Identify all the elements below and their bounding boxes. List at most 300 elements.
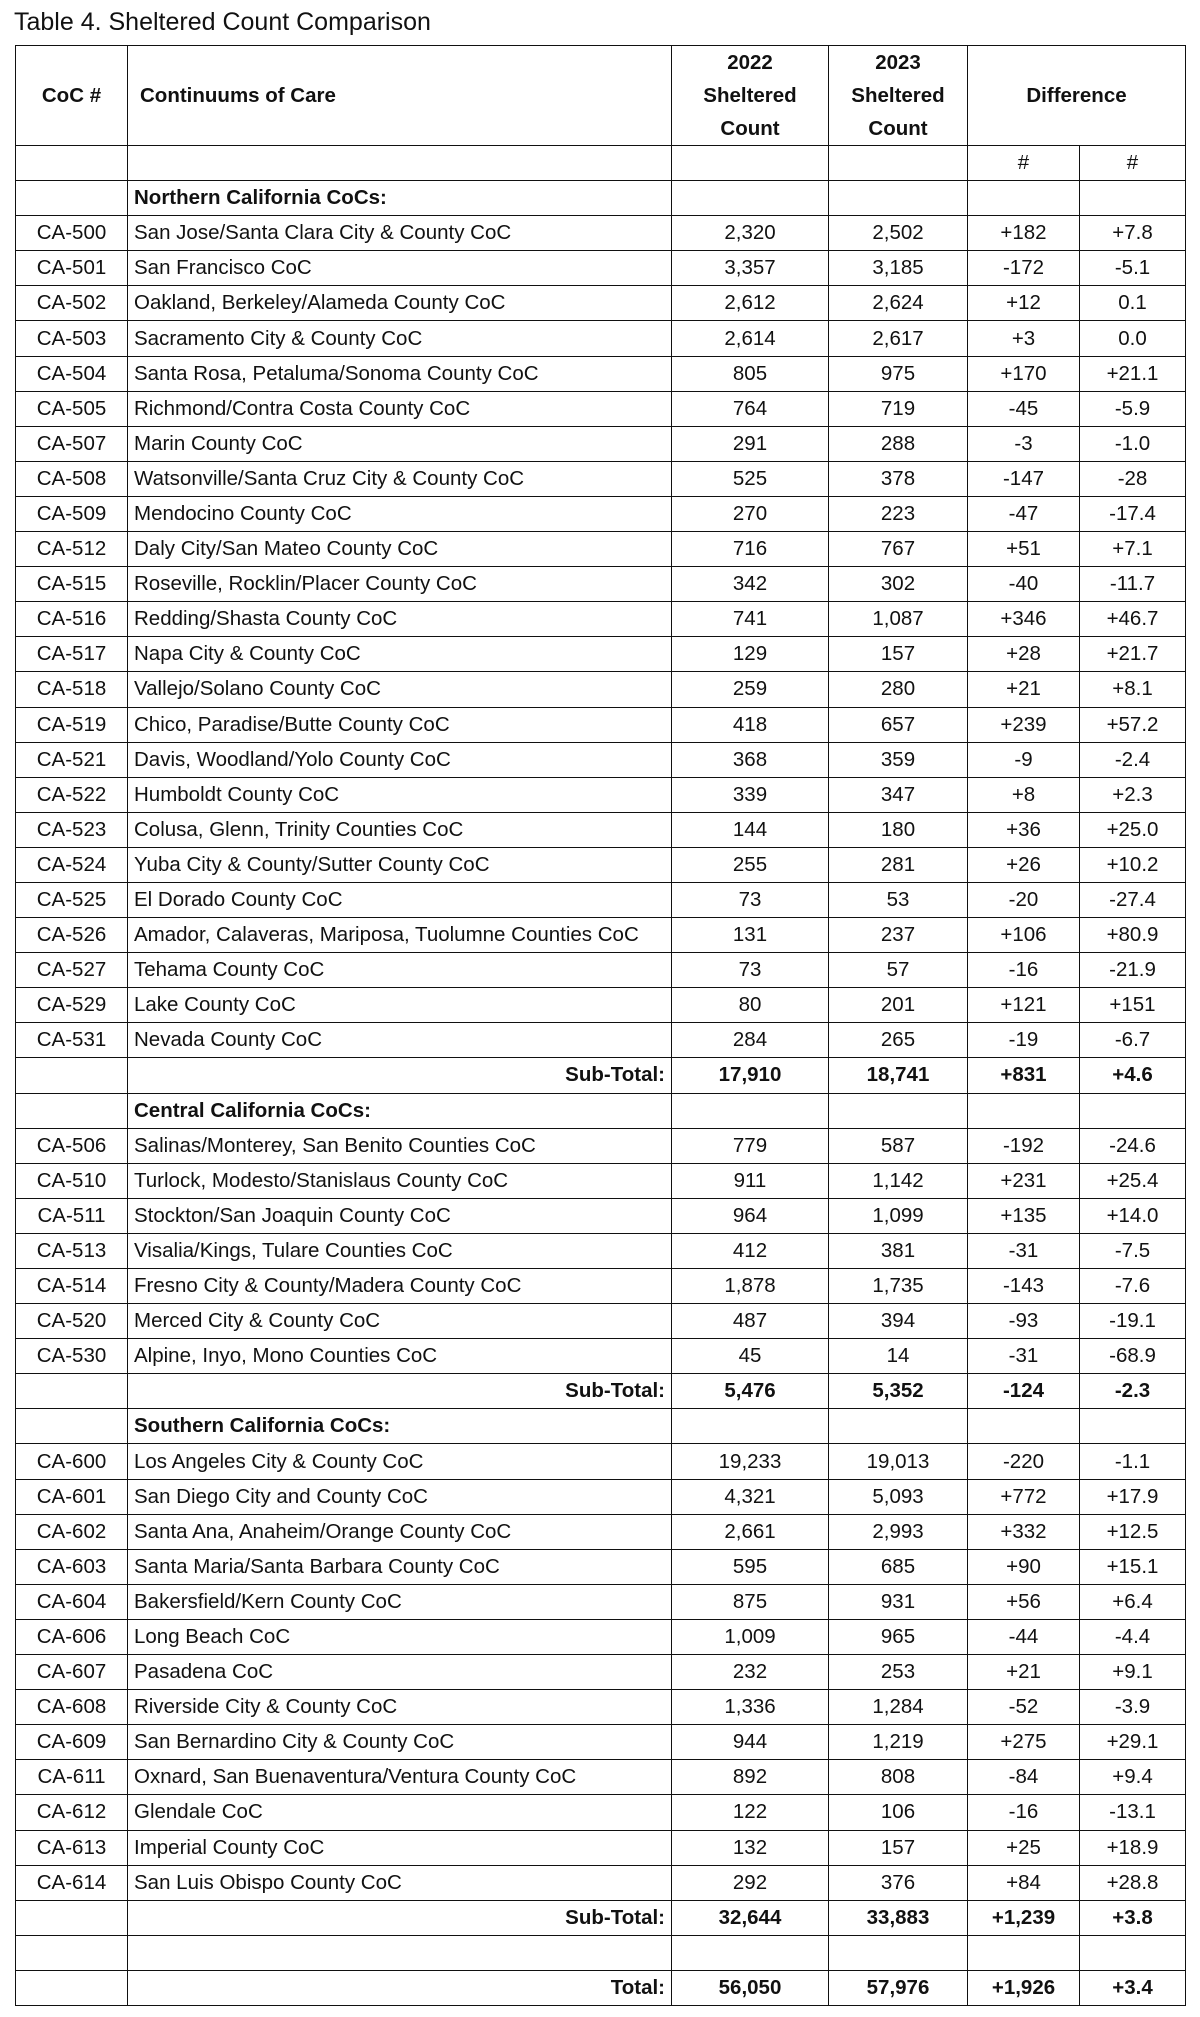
table-body xyxy=(16,181,1186,2006)
difference-number: -93 xyxy=(968,1304,1080,1339)
difference-percent: +57.2 xyxy=(1080,707,1186,742)
difference-number: +121 xyxy=(968,988,1080,1023)
count-2022: 270 xyxy=(672,496,829,531)
coc-code: CA-520 xyxy=(16,1304,128,1339)
difference-number: -16 xyxy=(968,953,1080,988)
count-2022: 132 xyxy=(672,1830,829,1865)
coc-name: San Diego City and County CoC xyxy=(128,1479,672,1514)
coc-code: CA-519 xyxy=(16,707,128,742)
count-2022: 805 xyxy=(672,356,829,391)
count-2022: 259 xyxy=(672,672,829,707)
count-2023: 223 xyxy=(829,496,968,531)
table-row xyxy=(16,1690,1186,1725)
difference-number: +106 xyxy=(968,918,1080,953)
sheltered-count-table xyxy=(15,45,1186,2006)
blank-cell xyxy=(829,1935,968,1970)
subtotal-2022: 17,910 xyxy=(672,1058,829,1093)
table-row xyxy=(16,391,1186,426)
table-row xyxy=(16,1584,1186,1619)
total-2023: 57,976 xyxy=(829,1970,968,2005)
count-2023: 767 xyxy=(829,532,968,567)
subtotal-empty xyxy=(16,1374,128,1409)
difference-number: -31 xyxy=(968,1339,1080,1374)
table-row xyxy=(16,216,1186,251)
coc-name: Tehama County CoC xyxy=(128,953,672,988)
difference-number: -20 xyxy=(968,882,1080,917)
coc-name: Roseville, Rocklin/Placer County CoC xyxy=(128,567,672,602)
count-2023: 657 xyxy=(829,707,968,742)
coc-code: CA-511 xyxy=(16,1198,128,1233)
coc-code: CA-614 xyxy=(16,1865,128,1900)
count-2023: 2,617 xyxy=(829,321,968,356)
subtotal-label: Sub-Total: xyxy=(128,1058,672,1093)
count-2023: 19,013 xyxy=(829,1444,968,1479)
coc-name: San Luis Obispo County CoC xyxy=(128,1865,672,1900)
difference-percent: -6.7 xyxy=(1080,1023,1186,1058)
coc-name: Salinas/Monterey, San Benito Counties CoC xyxy=(128,1128,672,1163)
section-header-empty xyxy=(968,1093,1080,1128)
difference-number: -220 xyxy=(968,1444,1080,1479)
count-2023: 685 xyxy=(829,1549,968,1584)
subtotal-row xyxy=(16,1058,1186,1093)
count-2023: 1,099 xyxy=(829,1198,968,1233)
coc-code: CA-502 xyxy=(16,286,128,321)
count-2022: 80 xyxy=(672,988,829,1023)
blank-cell xyxy=(1080,1935,1186,1970)
count-2022: 122 xyxy=(672,1795,829,1830)
difference-percent: -17.4 xyxy=(1080,496,1186,531)
count-2023: 201 xyxy=(829,988,968,1023)
difference-number: +56 xyxy=(968,1584,1080,1619)
difference-number: +84 xyxy=(968,1865,1080,1900)
coc-name: Amador, Calaveras, Mariposa, Tuolumne Counties CoC xyxy=(128,918,672,953)
count-2022: 73 xyxy=(672,953,829,988)
count-2023: 281 xyxy=(829,847,968,882)
subtotal-empty xyxy=(16,1058,128,1093)
coc-code: CA-529 xyxy=(16,988,128,1023)
table-row xyxy=(16,988,1186,1023)
subtotal-2023: 33,883 xyxy=(829,1900,968,1935)
section-header-empty xyxy=(16,181,128,216)
coc-code: CA-516 xyxy=(16,602,128,637)
count-2023: 3,185 xyxy=(829,251,968,286)
coc-code: CA-527 xyxy=(16,953,128,988)
subtotal-2023: 5,352 xyxy=(829,1374,968,1409)
table-row xyxy=(16,602,1186,637)
count-2022: 1,878 xyxy=(672,1269,829,1304)
count-2022: 1,336 xyxy=(672,1690,829,1725)
difference-number: -44 xyxy=(968,1619,1080,1654)
difference-number: +12 xyxy=(968,286,1080,321)
table-row xyxy=(16,1198,1186,1233)
coc-code: CA-509 xyxy=(16,496,128,531)
total-difference-number: +1,926 xyxy=(968,1970,1080,2005)
coc-name: Redding/Shasta County CoC xyxy=(128,602,672,637)
difference-number: +51 xyxy=(968,532,1080,567)
difference-percent: -7.6 xyxy=(1080,1269,1186,1304)
table-row xyxy=(16,1339,1186,1374)
table-row xyxy=(16,742,1186,777)
difference-percent: -13.1 xyxy=(1080,1795,1186,1830)
count-2022: 595 xyxy=(672,1549,829,1584)
subheader-diff-num: # xyxy=(968,146,1080,181)
section-header-empty xyxy=(672,1093,829,1128)
coc-name: Visalia/Kings, Tulare Counties CoC xyxy=(128,1233,672,1268)
difference-number: +772 xyxy=(968,1479,1080,1514)
coc-code: CA-506 xyxy=(16,1128,128,1163)
subtotal-difference-number: +831 xyxy=(968,1058,1080,1093)
difference-percent: +10.2 xyxy=(1080,847,1186,882)
difference-percent: +151 xyxy=(1080,988,1186,1023)
count-2023: 378 xyxy=(829,461,968,496)
difference-percent: +9.1 xyxy=(1080,1655,1186,1690)
coc-name: Daly City/San Mateo County CoC xyxy=(128,532,672,567)
count-2023: 57 xyxy=(829,953,968,988)
coc-name: Davis, Woodland/Yolo County CoC xyxy=(128,742,672,777)
coc-code: CA-515 xyxy=(16,567,128,602)
total-label: Total: xyxy=(128,1970,672,2005)
difference-number: -40 xyxy=(968,567,1080,602)
subheader-empty xyxy=(672,146,829,181)
coc-code: CA-602 xyxy=(16,1514,128,1549)
count-2023: 265 xyxy=(829,1023,968,1058)
coc-name: Nevada County CoC xyxy=(128,1023,672,1058)
subtotal-difference-percent: -2.3 xyxy=(1080,1374,1186,1409)
count-2023: 157 xyxy=(829,1830,968,1865)
count-2022: 964 xyxy=(672,1198,829,1233)
coc-name: Colusa, Glenn, Trinity Counties CoC xyxy=(128,812,672,847)
header-name: Continuums of Care xyxy=(128,46,672,146)
count-2022: 418 xyxy=(672,707,829,742)
coc-code: CA-507 xyxy=(16,426,128,461)
difference-percent: 0.1 xyxy=(1080,286,1186,321)
coc-code: CA-604 xyxy=(16,1584,128,1619)
count-2023: 14 xyxy=(829,1339,968,1374)
table-row xyxy=(16,637,1186,672)
coc-code: CA-512 xyxy=(16,532,128,567)
difference-percent: +8.1 xyxy=(1080,672,1186,707)
coc-code: CA-613 xyxy=(16,1830,128,1865)
table-row xyxy=(16,1619,1186,1654)
difference-number: +3 xyxy=(968,321,1080,356)
table-row xyxy=(16,1549,1186,1584)
subheader-diff-pct: # xyxy=(1080,146,1186,181)
section-header-empty xyxy=(1080,1093,1186,1128)
difference-percent: -5.1 xyxy=(1080,251,1186,286)
coc-name: Glendale CoC xyxy=(128,1795,672,1830)
coc-name: San Bernardino City & County CoC xyxy=(128,1725,672,1760)
total-empty xyxy=(16,1970,128,2005)
table-row xyxy=(16,847,1186,882)
count-2022: 291 xyxy=(672,426,829,461)
difference-percent: +17.9 xyxy=(1080,1479,1186,1514)
table-row xyxy=(16,532,1186,567)
coc-code: CA-526 xyxy=(16,918,128,953)
table-row xyxy=(16,567,1186,602)
coc-code: CA-510 xyxy=(16,1163,128,1198)
coc-code: CA-521 xyxy=(16,742,128,777)
count-2023: 965 xyxy=(829,1619,968,1654)
difference-percent: -1.0 xyxy=(1080,426,1186,461)
coc-name: Oakland, Berkeley/Alameda County CoC xyxy=(128,286,672,321)
difference-number: -172 xyxy=(968,251,1080,286)
difference-percent: -4.4 xyxy=(1080,1619,1186,1654)
section-header-empty xyxy=(672,1409,829,1444)
difference-percent: -27.4 xyxy=(1080,882,1186,917)
count-2022: 412 xyxy=(672,1233,829,1268)
count-2023: 253 xyxy=(829,1655,968,1690)
table-row xyxy=(16,1514,1186,1549)
coc-code: CA-500 xyxy=(16,216,128,251)
difference-percent: +6.4 xyxy=(1080,1584,1186,1619)
count-2022: 911 xyxy=(672,1163,829,1198)
section-header-empty xyxy=(1080,1409,1186,1444)
subtotal-2023: 18,741 xyxy=(829,1058,968,1093)
section-header-empty xyxy=(1080,181,1186,216)
count-2023: 931 xyxy=(829,1584,968,1619)
blank-cell xyxy=(16,1935,128,1970)
count-2023: 587 xyxy=(829,1128,968,1163)
difference-number: +170 xyxy=(968,356,1080,391)
table-row xyxy=(16,953,1186,988)
difference-number: +275 xyxy=(968,1725,1080,1760)
difference-percent: +25.4 xyxy=(1080,1163,1186,1198)
table-row xyxy=(16,672,1186,707)
coc-name: Vallejo/Solano County CoC xyxy=(128,672,672,707)
table-row xyxy=(16,496,1186,531)
table-row xyxy=(16,1233,1186,1268)
count-2022: 129 xyxy=(672,637,829,672)
count-2022: 716 xyxy=(672,532,829,567)
subtotal-difference-number: +1,239 xyxy=(968,1900,1080,1935)
coc-code: CA-608 xyxy=(16,1690,128,1725)
count-2022: 368 xyxy=(672,742,829,777)
table-row xyxy=(16,251,1186,286)
coc-code: CA-612 xyxy=(16,1795,128,1830)
coc-code: CA-522 xyxy=(16,777,128,812)
subheader-empty xyxy=(829,146,968,181)
count-2022: 144 xyxy=(672,812,829,847)
coc-name: El Dorado County CoC xyxy=(128,882,672,917)
difference-percent: +46.7 xyxy=(1080,602,1186,637)
difference-number: +182 xyxy=(968,216,1080,251)
count-2023: 157 xyxy=(829,637,968,672)
coc-code: CA-530 xyxy=(16,1339,128,1374)
count-2022: 2,661 xyxy=(672,1514,829,1549)
difference-number: -9 xyxy=(968,742,1080,777)
difference-percent: -68.9 xyxy=(1080,1339,1186,1374)
coc-name: Turlock, Modesto/Stanislaus County CoC xyxy=(128,1163,672,1198)
count-2023: 1,219 xyxy=(829,1725,968,1760)
header-row xyxy=(16,46,1186,146)
count-2023: 975 xyxy=(829,356,968,391)
coc-code: CA-603 xyxy=(16,1549,128,1584)
coc-code: CA-503 xyxy=(16,321,128,356)
difference-number: +36 xyxy=(968,812,1080,847)
count-2022: 875 xyxy=(672,1584,829,1619)
count-2022: 1,009 xyxy=(672,1619,829,1654)
table-row xyxy=(16,1865,1186,1900)
difference-percent: -1.1 xyxy=(1080,1444,1186,1479)
table-row xyxy=(16,1444,1186,1479)
count-2023: 288 xyxy=(829,426,968,461)
count-2022: 764 xyxy=(672,391,829,426)
difference-number: -45 xyxy=(968,391,1080,426)
coc-name: Bakersfield/Kern County CoC xyxy=(128,1584,672,1619)
total-row xyxy=(16,1970,1186,2005)
table-row xyxy=(16,426,1186,461)
section-header-empty xyxy=(968,1409,1080,1444)
table-row xyxy=(16,286,1186,321)
difference-percent: +18.9 xyxy=(1080,1830,1186,1865)
difference-percent: -2.4 xyxy=(1080,742,1186,777)
total-difference-percent: +3.4 xyxy=(1080,1970,1186,2005)
coc-name: Imperial County CoC xyxy=(128,1830,672,1865)
difference-percent: +12.5 xyxy=(1080,1514,1186,1549)
difference-number: +135 xyxy=(968,1198,1080,1233)
count-2023: 53 xyxy=(829,882,968,917)
count-2023: 180 xyxy=(829,812,968,847)
difference-number: -143 xyxy=(968,1269,1080,1304)
coc-code: CA-600 xyxy=(16,1444,128,1479)
difference-number: -19 xyxy=(968,1023,1080,1058)
difference-percent: 0.0 xyxy=(1080,321,1186,356)
difference-number: +26 xyxy=(968,847,1080,882)
subheader-empty xyxy=(16,146,128,181)
section-header-empty xyxy=(16,1093,128,1128)
count-2022: 339 xyxy=(672,777,829,812)
blank-row xyxy=(16,1935,1186,1970)
difference-number: +239 xyxy=(968,707,1080,742)
section-header-row xyxy=(16,1093,1186,1128)
count-2023: 237 xyxy=(829,918,968,953)
coc-name: Fresno City & County/Madera County CoC xyxy=(128,1269,672,1304)
subtotal-2022: 32,644 xyxy=(672,1900,829,1935)
count-2023: 376 xyxy=(829,1865,968,1900)
coc-code: CA-524 xyxy=(16,847,128,882)
section-title: Northern California CoCs: xyxy=(128,181,672,216)
count-2023: 2,993 xyxy=(829,1514,968,1549)
coc-code: CA-609 xyxy=(16,1725,128,1760)
difference-percent: -7.5 xyxy=(1080,1233,1186,1268)
count-2023: 808 xyxy=(829,1760,968,1795)
coc-name: Mendocino County CoC xyxy=(128,496,672,531)
difference-number: +25 xyxy=(968,1830,1080,1865)
difference-number: -31 xyxy=(968,1233,1080,1268)
total-2022: 56,050 xyxy=(672,1970,829,2005)
blank-cell xyxy=(128,1935,672,1970)
subtotal-2022: 5,476 xyxy=(672,1374,829,1409)
coc-code: CA-525 xyxy=(16,882,128,917)
difference-percent: +28.8 xyxy=(1080,1865,1186,1900)
subheader-empty xyxy=(128,146,672,181)
table-row xyxy=(16,777,1186,812)
blank-cell xyxy=(968,1935,1080,1970)
subtotal-difference-number: -124 xyxy=(968,1374,1080,1409)
coc-name: Long Beach CoC xyxy=(128,1619,672,1654)
coc-name: San Francisco CoC xyxy=(128,251,672,286)
coc-name: Pasadena CoC xyxy=(128,1655,672,1690)
section-title: Central California CoCs: xyxy=(128,1093,672,1128)
count-2022: 2,320 xyxy=(672,216,829,251)
count-2023: 1,087 xyxy=(829,602,968,637)
coc-name: Lake County CoC xyxy=(128,988,672,1023)
count-2023: 106 xyxy=(829,1795,968,1830)
table-row xyxy=(16,1479,1186,1514)
coc-name: Los Angeles City & County CoC xyxy=(128,1444,672,1479)
count-2022: 2,612 xyxy=(672,286,829,321)
table-row xyxy=(16,1128,1186,1163)
count-2023: 394 xyxy=(829,1304,968,1339)
coc-name: Merced City & County CoC xyxy=(128,1304,672,1339)
coc-name: Alpine, Inyo, Mono Counties CoC xyxy=(128,1339,672,1374)
section-header-empty xyxy=(968,181,1080,216)
subtotal-label: Sub-Total: xyxy=(128,1900,672,1935)
header-difference: Difference xyxy=(968,46,1186,146)
table-row xyxy=(16,461,1186,496)
count-2022: 232 xyxy=(672,1655,829,1690)
difference-percent: +29.1 xyxy=(1080,1725,1186,1760)
coc-name: Richmond/Contra Costa County CoC xyxy=(128,391,672,426)
coc-name: Oxnard, San Buenaventura/Ventura County CoC xyxy=(128,1760,672,1795)
table-row xyxy=(16,1023,1186,1058)
table-title: Table 4. Sheltered Count Comparison xyxy=(14,8,431,36)
difference-number: -192 xyxy=(968,1128,1080,1163)
count-2022: 2,614 xyxy=(672,321,829,356)
count-2023: 359 xyxy=(829,742,968,777)
coc-name: Santa Maria/Santa Barbara County CoC xyxy=(128,1549,672,1584)
count-2022: 45 xyxy=(672,1339,829,1374)
difference-percent: -11.7 xyxy=(1080,567,1186,602)
count-2023: 2,624 xyxy=(829,286,968,321)
count-2022: 944 xyxy=(672,1725,829,1760)
difference-number: -147 xyxy=(968,461,1080,496)
count-2022: 284 xyxy=(672,1023,829,1058)
count-2023: 719 xyxy=(829,391,968,426)
subtotal-row xyxy=(16,1374,1186,1409)
difference-percent: +7.1 xyxy=(1080,532,1186,567)
section-header-empty xyxy=(829,181,968,216)
table-row xyxy=(16,918,1186,953)
blank-cell xyxy=(672,1935,829,1970)
count-2023: 347 xyxy=(829,777,968,812)
count-2022: 779 xyxy=(672,1128,829,1163)
subtotal-empty xyxy=(16,1900,128,1935)
coc-code: CA-504 xyxy=(16,356,128,391)
coc-code: CA-505 xyxy=(16,391,128,426)
count-2023: 5,093 xyxy=(829,1479,968,1514)
difference-number: +21 xyxy=(968,1655,1080,1690)
table-row xyxy=(16,356,1186,391)
difference-percent: +21.1 xyxy=(1080,356,1186,391)
coc-name: Humboldt County CoC xyxy=(128,777,672,812)
count-2022: 19,233 xyxy=(672,1444,829,1479)
count-2022: 741 xyxy=(672,602,829,637)
difference-percent: +2.3 xyxy=(1080,777,1186,812)
coc-code: CA-607 xyxy=(16,1655,128,1690)
difference-number: -16 xyxy=(968,1795,1080,1830)
count-2022: 342 xyxy=(672,567,829,602)
table-row xyxy=(16,1830,1186,1865)
table-row xyxy=(16,1269,1186,1304)
table-row xyxy=(16,1760,1186,1795)
coc-code: CA-518 xyxy=(16,672,128,707)
count-2022: 3,357 xyxy=(672,251,829,286)
coc-name: Santa Rosa, Petaluma/Sonoma County CoC xyxy=(128,356,672,391)
count-2022: 4,321 xyxy=(672,1479,829,1514)
count-2022: 131 xyxy=(672,918,829,953)
difference-number: +231 xyxy=(968,1163,1080,1198)
